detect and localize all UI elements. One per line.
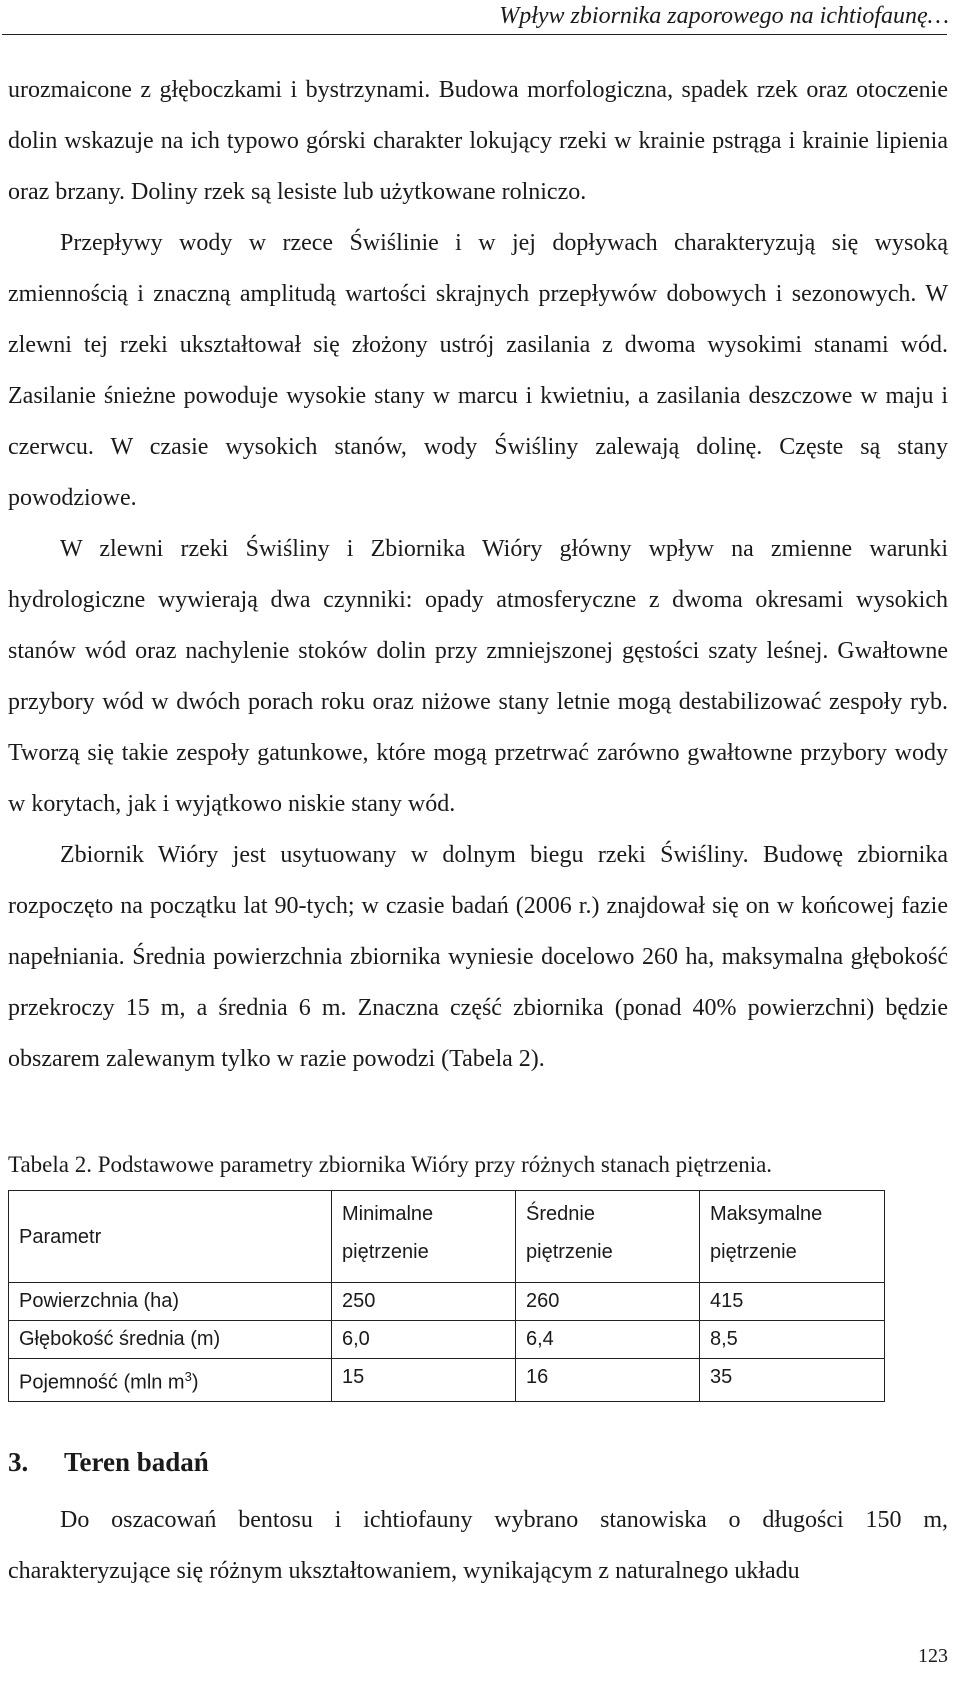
- row-param-end: ): [191, 1371, 199, 1394]
- table-header-row: [9, 1191, 885, 1283]
- section-heading: [8, 1445, 209, 1479]
- header-max: [700, 1191, 885, 1283]
- running-title: Wpływ zbiornika zaporowego na ichtiofaunę…: [499, 3, 949, 29]
- section-title: Teren badań: [64, 1447, 209, 1477]
- header-mid-line1: Średnie: [526, 1203, 595, 1225]
- header-min: [332, 1191, 516, 1283]
- section-paragraph: Do oszacowań bentosu i ichtiofauny wybrano stanowiska o długości 150 m, charakteryzujące się różnym ukształtowaniem, wynikającym z naturalnego układu: [8, 1507, 948, 1584]
- row-mid: 260: [516, 1283, 700, 1321]
- parameters-table: [8, 1190, 885, 1402]
- row-param-text: Pojemność (mln m: [19, 1371, 185, 1394]
- header-rule: [2, 34, 947, 35]
- section-body: [8, 1495, 948, 1597]
- row-max: 415: [700, 1283, 885, 1321]
- paragraph-4: Zbiornik Wióry jest usytuowany w dolnym biegu rzeki Świśliny. Budowę zbiornika rozpoczęto na początku lat 90-tych; w czasie badań (2006 r.) znajdował się on w końcowej fazie napełniania. Średnia powierzchnia zbiornika wyniesie docelowo 260 ha, maksymalna głębokość przekroczy 15 m, a średnia 6 m. Znaczna część zbiornika (ponad 40% powierzchni) będzie obszarem zalewanym tylko w razie powodzi (Tabela 2).: [8, 842, 948, 1072]
- page-number: 123: [918, 1645, 948, 1667]
- row-min: 250: [332, 1283, 516, 1321]
- row-param-sup: 3: [184, 1369, 192, 1384]
- header-min-line1: Minimalne: [342, 1203, 434, 1225]
- header-min-line2: piętrzenie: [342, 1241, 429, 1263]
- row-mid: 16: [516, 1359, 700, 1402]
- row-param: Głębokość średnia (m): [9, 1321, 332, 1359]
- paragraph-3: W zlewni rzeki Świśliny i Zbiornika Wióry główny wpływ na zmienne warunki hydrologiczne wywierają dwa czynniki: opady atmosferyczne z dwoma okresami wysokich stanów wód oraz nachylenie stoków dolin przy zmniejszonej gęstości szaty leśnej. Gwałtowne przybory wód w dwóch porach roku oraz niżowe stany letnie mogą destabilizować zespoły ryb. Tworzą się takie zespoły gatunkowe, które mogą przetrwać zarówno gwałtowne przybory wody w korytach, jak i wyjątkowo niskie stany wód.: [8, 536, 948, 817]
- row-max: 35: [700, 1359, 885, 1402]
- row-param: Powierzchnia (ha): [9, 1283, 332, 1321]
- header-mid: [516, 1191, 700, 1283]
- table-row: [9, 1283, 885, 1321]
- row-param: [9, 1359, 332, 1402]
- table-row: [9, 1321, 885, 1359]
- table-row: [9, 1359, 885, 1402]
- paragraph-1: urozmaicone z głęboczkami i bystrzynami. Budowa morfologiczna, spadek rzek oraz otoczenie dolin wskazuje na ich typowo górski charakter lokujący rzeki w krainie pstrąga i krainie lipienia oraz brzany. Doliny rzek są lesiste lub użytkowane rolniczo.: [8, 77, 948, 205]
- paragraph-2: Przepływy wody w rzece Świślinie i w jej dopływach charakteryzują się wysoką zmiennością i znaczną amplitudą wartości skrajnych przepływów dobowych i sezonowych. W zlewni tej rzeki ukształtował się złożony ustrój zasilania z dwoma wysokimi stanami wód. Zasilanie śnieżne powoduje wysokie stany w marcu i kwietniu, a zasilania deszczowe w maju i czerwcu. W czasie wysokich stanów, wody Świśliny zalewają dolinę. Częste są stany powodziowe.: [8, 230, 948, 511]
- row-max: 8,5: [700, 1321, 885, 1359]
- running-header: [0, 0, 949, 30]
- section-number: 3.: [8, 1447, 29, 1477]
- header-max-line1: Maksymalne: [710, 1203, 823, 1225]
- header-max-line2: piętrzenie: [710, 1241, 797, 1263]
- header-mid-line2: piętrzenie: [526, 1241, 613, 1263]
- row-mid: 6,4: [516, 1321, 700, 1359]
- header-param: Parametr: [9, 1191, 332, 1283]
- table-caption: Tabela 2. Podstawowe parametry zbiornika Wióry przy różnych stanach piętrzenia.: [8, 1152, 773, 1177]
- body-text: [8, 65, 948, 1085]
- row-min: 15: [332, 1359, 516, 1402]
- row-min: 6,0: [332, 1321, 516, 1359]
